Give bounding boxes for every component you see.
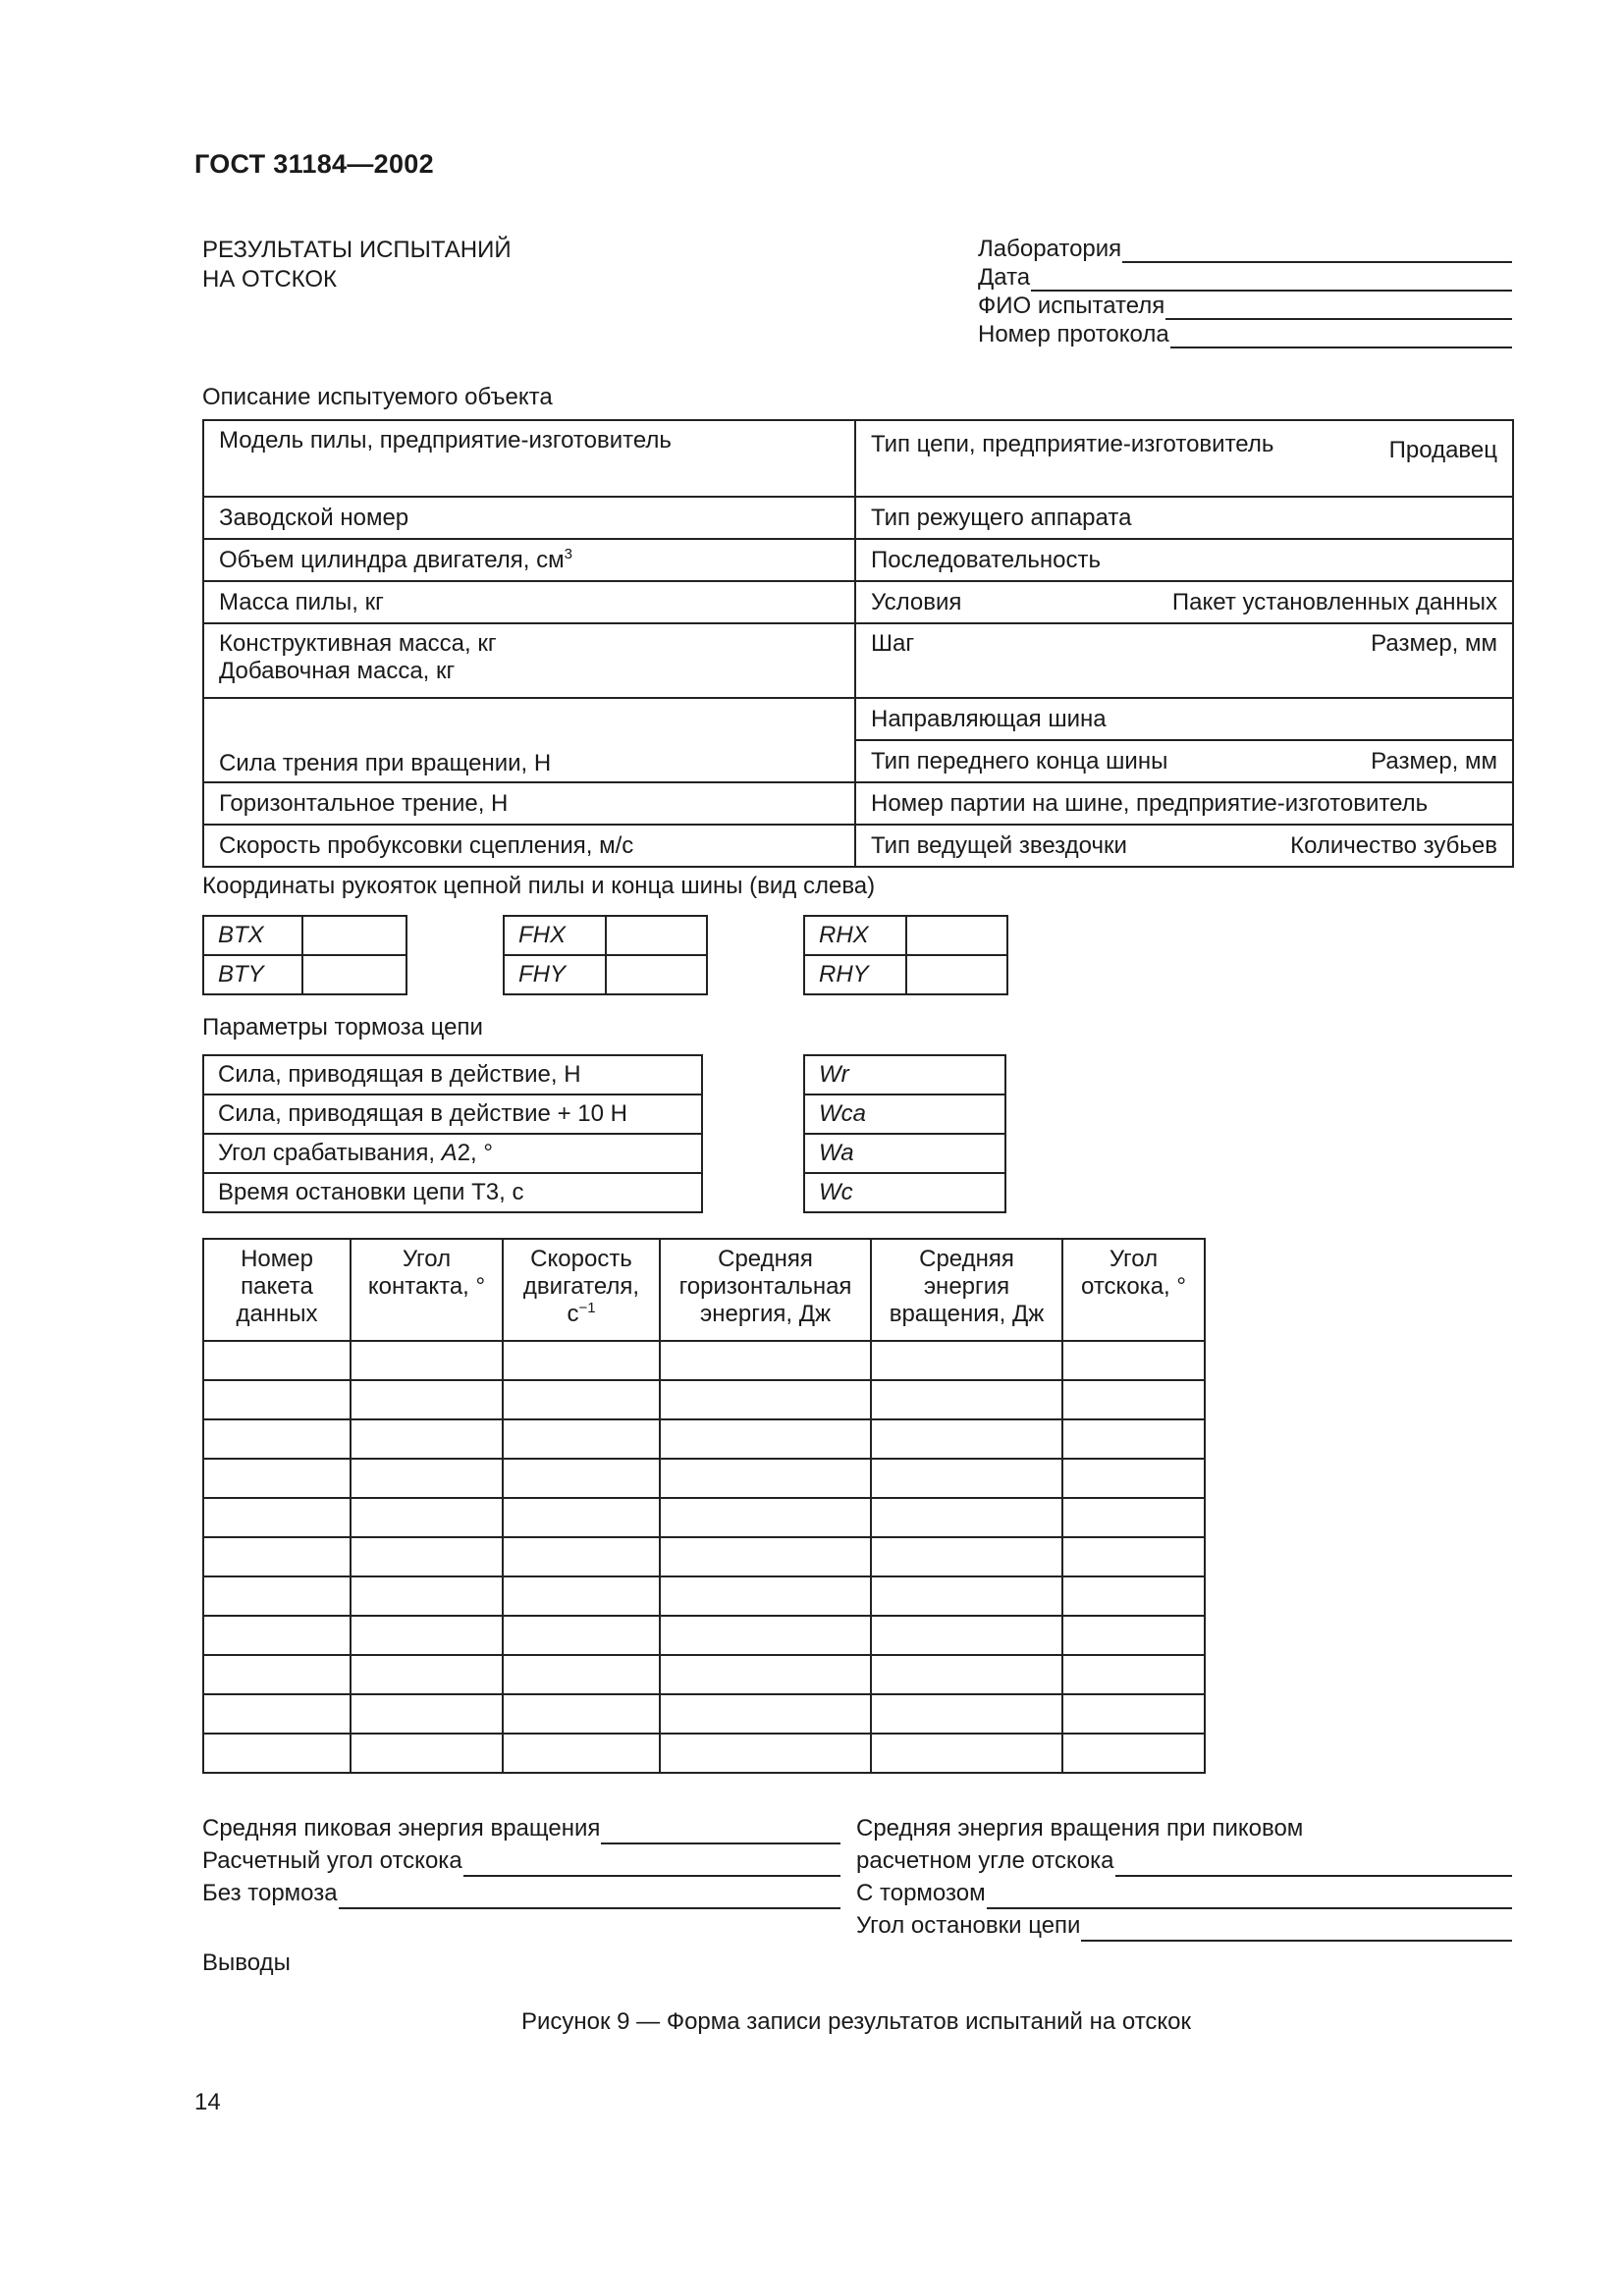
- table-cell[interactable]: [203, 1576, 351, 1616]
- table-cell[interactable]: [660, 1655, 871, 1694]
- table-row: [203, 1341, 1205, 1380]
- avg-peak-rotation-field[interactable]: Средняя пиковая энергия вращения: [202, 1812, 840, 1844]
- table-cell[interactable]: [503, 1537, 660, 1576]
- table-row: [203, 955, 406, 994]
- table-cell[interactable]: [871, 1576, 1062, 1616]
- table-cell[interactable]: [1062, 1459, 1205, 1498]
- document-code: ГОСТ 31184—2002: [194, 149, 434, 179]
- table-cell[interactable]: [660, 1498, 871, 1537]
- table-cell[interactable]: [351, 1655, 503, 1694]
- laboratory-line[interactable]: [1122, 240, 1512, 263]
- table-cell[interactable]: [871, 1694, 1062, 1734]
- table-cell[interactable]: [203, 1419, 351, 1459]
- table-row: [203, 1694, 1205, 1734]
- rhy-value[interactable]: [906, 955, 1007, 994]
- actuation-force-plus-cell[interactable]: Сила, приводящая в действие + 10 Н: [203, 1095, 702, 1134]
- table-row: [203, 1459, 1205, 1498]
- table-cell[interactable]: [1062, 1419, 1205, 1459]
- table-cell[interactable]: [660, 1341, 871, 1380]
- date-line[interactable]: [1031, 268, 1512, 292]
- table-cell[interactable]: [351, 1734, 503, 1773]
- table-cell[interactable]: [660, 1694, 871, 1734]
- table-cell[interactable]: [1062, 1537, 1205, 1576]
- bar-batch-cell[interactable]: Номер партии на шине, предприятие-изготовитель: [855, 782, 1513, 825]
- horizontal-friction-cell[interactable]: Горизонтальное трение, Н: [203, 782, 855, 825]
- avg-rotation-at-peak-label: Средняя энергия вращения при пиковом: [856, 1815, 1304, 1842]
- table-cell[interactable]: [503, 1459, 660, 1498]
- protocol-number-field[interactable]: [978, 321, 1512, 348]
- rhx-value[interactable]: [906, 916, 1007, 955]
- table-row: [203, 782, 1513, 825]
- table-cell[interactable]: [203, 1655, 351, 1694]
- table-row: [203, 1055, 702, 1095]
- table-row: [504, 955, 707, 994]
- table-cell[interactable]: [203, 1616, 351, 1655]
- table-cell[interactable]: [1062, 1498, 1205, 1537]
- calc-angle-field[interactable]: расчетном угле отскока: [856, 1844, 1512, 1877]
- table-cell[interactable]: [503, 1498, 660, 1537]
- wc-cell[interactable]: Wc: [804, 1173, 1005, 1212]
- table-cell[interactable]: [660, 1537, 871, 1576]
- table-row: [203, 1576, 1205, 1616]
- table-row: [804, 916, 1007, 955]
- col-horizontal-energy: Средняя горизонтальная энергия, Дж: [660, 1239, 871, 1341]
- clutch-slip-speed-cell[interactable]: Скорость пробуксовки сцепления, м/с: [203, 825, 855, 867]
- table-cell[interactable]: [871, 1419, 1062, 1459]
- table-row: [203, 420, 1513, 497]
- coords-fh-table: [503, 915, 708, 995]
- table-cell[interactable]: [660, 1459, 871, 1498]
- form-title-line2: НА ОТСКОК: [202, 266, 338, 293]
- calc-angle-line[interactable]: [1115, 1853, 1512, 1877]
- table-cell[interactable]: [503, 1419, 660, 1459]
- coords-bt-table: [202, 915, 407, 995]
- object-section-label: Описание испытуемого объекта: [202, 384, 553, 410]
- table-cell[interactable]: [503, 1616, 660, 1655]
- col-kickback-angle: Угол отскока, °: [1062, 1239, 1205, 1341]
- cutting-type-cell[interactable]: Тип режущего аппарата: [855, 497, 1513, 539]
- wca-cell[interactable]: Wca: [804, 1095, 1005, 1134]
- table-cell[interactable]: [871, 1341, 1062, 1380]
- date-field[interactable]: [978, 264, 1512, 292]
- rhx-label: RHX: [804, 916, 906, 955]
- page-number: 14: [194, 2089, 221, 2115]
- rotation-friction-cell[interactable]: Сила трения при вращении, Н: [203, 698, 855, 782]
- col-packet-number: Номер пакета данных: [203, 1239, 351, 1341]
- calc-kickback-angle-line[interactable]: [463, 1853, 840, 1877]
- table-cell[interactable]: [660, 1576, 871, 1616]
- brake-section-label: Параметры тормоза цепи: [202, 1014, 483, 1041]
- table-row: [804, 1173, 1005, 1212]
- table-cell[interactable]: [351, 1419, 503, 1459]
- table-cell[interactable]: [871, 1380, 1062, 1419]
- table-row: [203, 916, 406, 955]
- table-cell[interactable]: [351, 1380, 503, 1419]
- coords-rh-table: [803, 915, 1008, 995]
- table-cell[interactable]: [660, 1734, 871, 1773]
- table-header-row: [203, 1239, 1205, 1341]
- table-cell[interactable]: [503, 1694, 660, 1734]
- table-cell[interactable]: [503, 1734, 660, 1773]
- table-cell[interactable]: [351, 1459, 503, 1498]
- table-cell[interactable]: [503, 1576, 660, 1616]
- table-row: [203, 497, 1513, 539]
- tester-name-field[interactable]: [978, 293, 1512, 320]
- table-cell[interactable]: [203, 1341, 351, 1380]
- table-row: [203, 1616, 1205, 1655]
- table-cell[interactable]: [503, 1380, 660, 1419]
- table-cell[interactable]: [1062, 1655, 1205, 1694]
- table-row: [804, 1134, 1005, 1173]
- table-row: [203, 1380, 1205, 1419]
- conditions-cell[interactable]: Условия Пакет установленных данных: [855, 581, 1513, 623]
- pitch-cell[interactable]: Шаг Размер, мм: [855, 623, 1513, 698]
- table-row: [804, 955, 1007, 994]
- activation-angle-cell[interactable]: Угол срабатывания, A2, °: [203, 1134, 702, 1173]
- chain-stop-angle-line[interactable]: [1081, 1918, 1512, 1942]
- chain-stop-time-cell[interactable]: Время остановки цепи Т3, с: [203, 1173, 702, 1212]
- summary-right: [856, 1812, 1512, 1942]
- table-cell[interactable]: [1062, 1576, 1205, 1616]
- table-cell[interactable]: [203, 1734, 351, 1773]
- table-row: [203, 1498, 1205, 1537]
- table-row: [203, 1095, 702, 1134]
- date-label: Дата: [978, 264, 1031, 291]
- table-cell[interactable]: [351, 1498, 503, 1537]
- table-row: [203, 825, 1513, 867]
- kickback-data-table: [202, 1238, 1206, 1774]
- laboratory-label: Лаборатория: [978, 236, 1122, 262]
- table-cell[interactable]: [203, 1459, 351, 1498]
- guide-bar-cell[interactable]: Направляющая шина: [855, 698, 1513, 740]
- table-row: [203, 539, 1513, 581]
- form-title: [202, 236, 512, 294]
- table-cell[interactable]: [203, 1694, 351, 1734]
- table-row: [203, 1655, 1205, 1694]
- table-cell[interactable]: [1062, 1734, 1205, 1773]
- table-cell[interactable]: [203, 1380, 351, 1419]
- btx-label: BTX: [203, 916, 302, 955]
- avg-peak-rotation-line[interactable]: [601, 1821, 840, 1844]
- table-cell[interactable]: [871, 1734, 1062, 1773]
- sprocket-type-cell[interactable]: Тип ведущей звездочки Количество зубьев: [855, 825, 1513, 867]
- summary-left: [202, 1812, 840, 1909]
- table-row: [203, 623, 1513, 698]
- table-cell[interactable]: [871, 1537, 1062, 1576]
- lab-info-block: [978, 236, 1512, 349]
- fhx-label: FHX: [504, 916, 606, 955]
- actuation-force-cell[interactable]: Сила, приводящая в действие, Н: [203, 1055, 702, 1095]
- table-cell[interactable]: [871, 1655, 1062, 1694]
- with-brake-field[interactable]: С тормозом: [856, 1877, 1512, 1909]
- figure-caption: Рисунок 9 — Форма записи результатов испытаний на отскок: [520, 2008, 1192, 2035]
- col-rotation-energy: Средняя энергия вращения, Дж: [871, 1239, 1062, 1341]
- table-row: [203, 1734, 1205, 1773]
- table-cell[interactable]: [871, 1498, 1062, 1537]
- laboratory-field[interactable]: [978, 236, 1512, 263]
- table-cell[interactable]: [660, 1419, 871, 1459]
- cylinder-volume-cell[interactable]: Объем цилиндра двигателя, $см^3$: [203, 539, 855, 581]
- conclusions-label: Выводы: [202, 1949, 291, 1976]
- table-cell[interactable]: [351, 1576, 503, 1616]
- table-cell[interactable]: [1062, 1694, 1205, 1734]
- no-brake-field[interactable]: Без тормоза: [202, 1877, 840, 1909]
- table-row: [804, 1095, 1005, 1134]
- btx-value[interactable]: [302, 916, 406, 955]
- calc-kickback-angle-field[interactable]: Расчетный угол отскока: [202, 1844, 840, 1877]
- table-cell[interactable]: [503, 1655, 660, 1694]
- table-cell[interactable]: [871, 1459, 1062, 1498]
- wa-cell[interactable]: Wa: [804, 1134, 1005, 1173]
- coords-section-label: Координаты рукояток цепной пилы и конца шины (вид слева): [202, 873, 876, 899]
- table-row: [504, 916, 707, 955]
- tester-name-line[interactable]: [1165, 296, 1512, 320]
- table-row: [203, 698, 1513, 740]
- table-cell[interactable]: [1062, 1616, 1205, 1655]
- table-cell[interactable]: [351, 1341, 503, 1380]
- tester-name-label: ФИО испытателя: [978, 293, 1165, 319]
- table-row: [203, 1134, 702, 1173]
- fhy-value[interactable]: [606, 955, 707, 994]
- no-brake-line[interactable]: [339, 1886, 840, 1909]
- protocol-number-label: Номер протокола: [978, 321, 1169, 347]
- bty-label: BTY: [203, 955, 302, 994]
- table-cell[interactable]: [660, 1380, 871, 1419]
- table-cell[interactable]: [871, 1616, 1062, 1655]
- form-title-line1: РЕЗУЛЬТАТЫ ИСПЫТАНИЙ: [202, 237, 512, 263]
- table-cell[interactable]: [1062, 1380, 1205, 1419]
- table-cell[interactable]: [660, 1616, 871, 1655]
- serial-number-cell[interactable]: Заводской номер: [203, 497, 855, 539]
- chain-type-cell[interactable]: Тип цепи, предприятие-изготовитель Продавец: [855, 420, 1513, 497]
- bty-value[interactable]: [302, 955, 406, 994]
- table-row: [203, 1419, 1205, 1459]
- fhy-label: FHY: [504, 955, 606, 994]
- table-cell[interactable]: [203, 1498, 351, 1537]
- design-mass-cell[interactable]: Конструктивная масса, кг Добавочная масса, кг: [203, 623, 855, 698]
- rhy-label: RHY: [804, 955, 906, 994]
- table-row: [203, 1537, 1205, 1576]
- data-rows: [203, 1341, 1205, 1773]
- sequence-cell[interactable]: Последовательность: [855, 539, 1513, 581]
- saw-model-cell[interactable]: Модель пилы, предприятие-изготовитель: [203, 420, 855, 497]
- table-cell[interactable]: [351, 1616, 503, 1655]
- protocol-number-line[interactable]: [1170, 325, 1512, 348]
- chain-stop-angle-field[interactable]: Угол остановки цепи: [856, 1909, 1512, 1942]
- brake-params-table: [202, 1054, 703, 1213]
- table-row: [203, 581, 1513, 623]
- col-contact-angle: Угол контакта, °: [351, 1239, 503, 1341]
- table-cell[interactable]: [1062, 1341, 1205, 1380]
- table-row: [804, 1055, 1005, 1095]
- col-engine-speed: Скорость двигателя, $с^{-1}$: [503, 1239, 660, 1341]
- table-cell[interactable]: [203, 1537, 351, 1576]
- table-row: [203, 1173, 702, 1212]
- saw-mass-cell[interactable]: Масса пилы, кг: [203, 581, 855, 623]
- object-description-table: [202, 419, 1514, 868]
- bar-nose-type-cell[interactable]: Тип переднего конца шины Размер, мм: [855, 740, 1513, 782]
- with-brake-line[interactable]: [987, 1886, 1512, 1909]
- fhx-value[interactable]: [606, 916, 707, 955]
- brake-w-table: [803, 1054, 1006, 1213]
- table-cell[interactable]: [351, 1694, 503, 1734]
- table-cell[interactable]: [503, 1341, 660, 1380]
- table-cell[interactable]: [351, 1537, 503, 1576]
- wr-cell[interactable]: Wr: [804, 1055, 1005, 1095]
